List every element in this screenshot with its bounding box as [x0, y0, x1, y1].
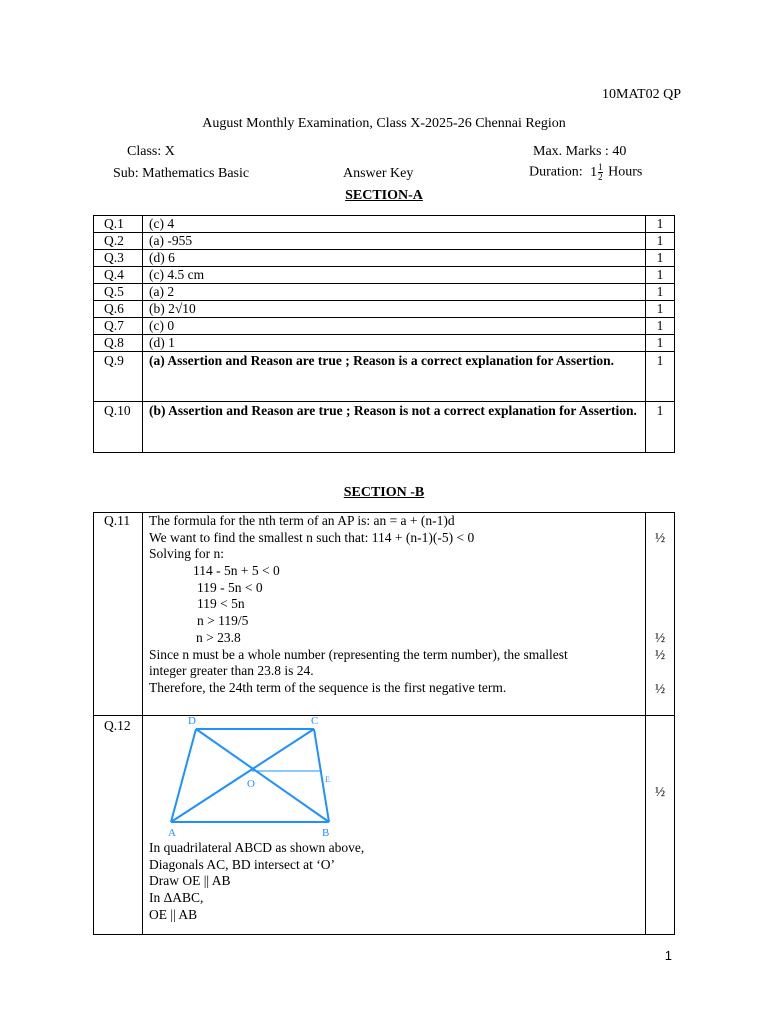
table-row: [94, 250, 675, 267]
q12-marks: [646, 716, 675, 935]
q12-answer: [143, 716, 646, 935]
answer-text: (a) Assertion and Reason are true ; Reason is a correct explanation for Assertion.: [143, 352, 646, 402]
subject-label: Sub: Mathematics Basic: [113, 166, 250, 181]
answer-key-label: Answer Key: [343, 166, 414, 181]
duration-label: Duration:: [529, 164, 583, 180]
duration-numerator: 1: [598, 162, 603, 172]
answer-text: (c) 4.5 cm: [143, 267, 646, 284]
paper-code: 10MAT02 QP: [602, 87, 681, 102]
label-o: O: [247, 778, 255, 790]
marks-cell: 1: [646, 318, 675, 335]
answer-text: (c) 0: [143, 318, 646, 335]
marks-cell: 1: [646, 301, 675, 318]
max-marks: Max. Marks : 40: [533, 144, 627, 159]
q11-mark: ½: [654, 647, 666, 662]
duration: [529, 163, 642, 182]
table-row: [94, 267, 675, 284]
label-b: B: [322, 827, 330, 839]
marks-cell: 1: [646, 267, 675, 284]
class-label: Class: X: [127, 144, 175, 159]
question-number: Q.10: [94, 402, 143, 453]
answer-text: (a) -955: [143, 233, 646, 250]
question-number: Q.2: [94, 233, 143, 250]
duration-whole: 1: [590, 164, 598, 180]
question-number: Q.1: [94, 216, 143, 233]
table-row: [94, 335, 675, 352]
q11-line: 119 - 5n < 0: [197, 579, 263, 595]
question-number: Q.5: [94, 284, 143, 301]
q11-line: n > 23.8: [196, 629, 241, 645]
section-a-title: SECTION-A: [345, 188, 423, 203]
table-row: [94, 216, 675, 233]
table-row: [94, 233, 675, 250]
q12-number: Q.12: [94, 716, 143, 935]
duration-fraction: [598, 163, 603, 182]
q12-mark: ½: [654, 784, 666, 799]
q11-line: 114 - 5n + 5 < 0: [193, 563, 280, 579]
q11-line: 119 < 5n: [197, 596, 245, 612]
answer-text: (b) 2√10: [143, 301, 646, 318]
diagonal-bd: [196, 729, 329, 822]
question-number: Q.3: [94, 250, 143, 267]
duration-denominator: 2: [598, 172, 603, 182]
q12-line: Draw OE || AB: [149, 873, 231, 889]
table-row-q11: [94, 513, 675, 716]
section-a-table: [93, 215, 675, 453]
question-number: Q.8: [94, 335, 143, 352]
table-row: [94, 318, 675, 335]
q11-line: Solving for n:: [149, 546, 225, 562]
section-b-title: SECTION -B: [343, 485, 425, 500]
q11-line: n > 119/5: [197, 613, 249, 629]
marks-cell: 1: [646, 284, 675, 301]
q11-line: We want to find the smallest n such that: 114 + (n-1)(-5) < 0: [149, 529, 475, 545]
q11-number: Q.11: [94, 513, 143, 716]
table-row: [94, 284, 675, 301]
label-c: C: [311, 716, 319, 727]
question-number: Q.9: [94, 352, 143, 402]
label-a: A: [168, 827, 176, 839]
question-number: Q.7: [94, 318, 143, 335]
answer-text: (d) 1: [143, 335, 646, 352]
marks-cell: 1: [646, 233, 675, 250]
q11-mark: ½: [654, 630, 666, 645]
exam-title: August Monthly Examination, Class X-2025-26 Chennai Region: [202, 116, 566, 131]
q11-line: Therefore, the 24th term of the sequence is the first negative term.: [149, 679, 507, 695]
q12-line: In quadrilateral ABCD as shown above,: [149, 840, 365, 855]
marks-cell: 1: [646, 352, 675, 402]
q11-marks: [646, 513, 675, 716]
label-d: D: [188, 716, 196, 727]
label-e: E: [325, 775, 330, 784]
q11-line: The formula for the nth term of an AP is: an = a + (n-1)d: [149, 513, 455, 528]
answer-text: (a) 2: [143, 284, 646, 301]
marks-cell: 1: [646, 216, 675, 233]
answer-text: (d) 6: [143, 250, 646, 267]
table-row-q12: [94, 716, 675, 935]
marks-cell: 1: [646, 402, 675, 453]
marks-cell: 1: [646, 335, 675, 352]
section-b-table: [93, 512, 675, 935]
q11-line: integer greater than 23.8 is 24.: [149, 663, 314, 679]
q12-line: Diagonals AC, BD intersect at ‘O’: [149, 856, 335, 872]
table-row: [94, 352, 675, 402]
table-row: [94, 301, 675, 318]
marks-cell: 1: [646, 250, 675, 267]
q12-line: OE || AB: [149, 906, 198, 922]
answer-text: (c) 4: [143, 216, 646, 233]
table-row: [94, 402, 675, 453]
question-number: Q.4: [94, 267, 143, 284]
duration-unit: Hours: [608, 164, 643, 180]
answer-text: (b) Assertion and Reason are true ; Reason is not a correct explanation for Assertion.: [143, 402, 646, 453]
trapezium-figure: [159, 716, 359, 840]
q11-mark: ½: [654, 530, 666, 545]
q12-line: In ΔABC,: [149, 890, 204, 906]
q11-line: Since n must be a whole number (representing the term number), the smallest: [149, 646, 568, 662]
question-number: Q.6: [94, 301, 143, 318]
q11-mark: ½: [654, 681, 666, 696]
q11-answer: [143, 513, 646, 716]
page-number: 1: [664, 948, 672, 963]
